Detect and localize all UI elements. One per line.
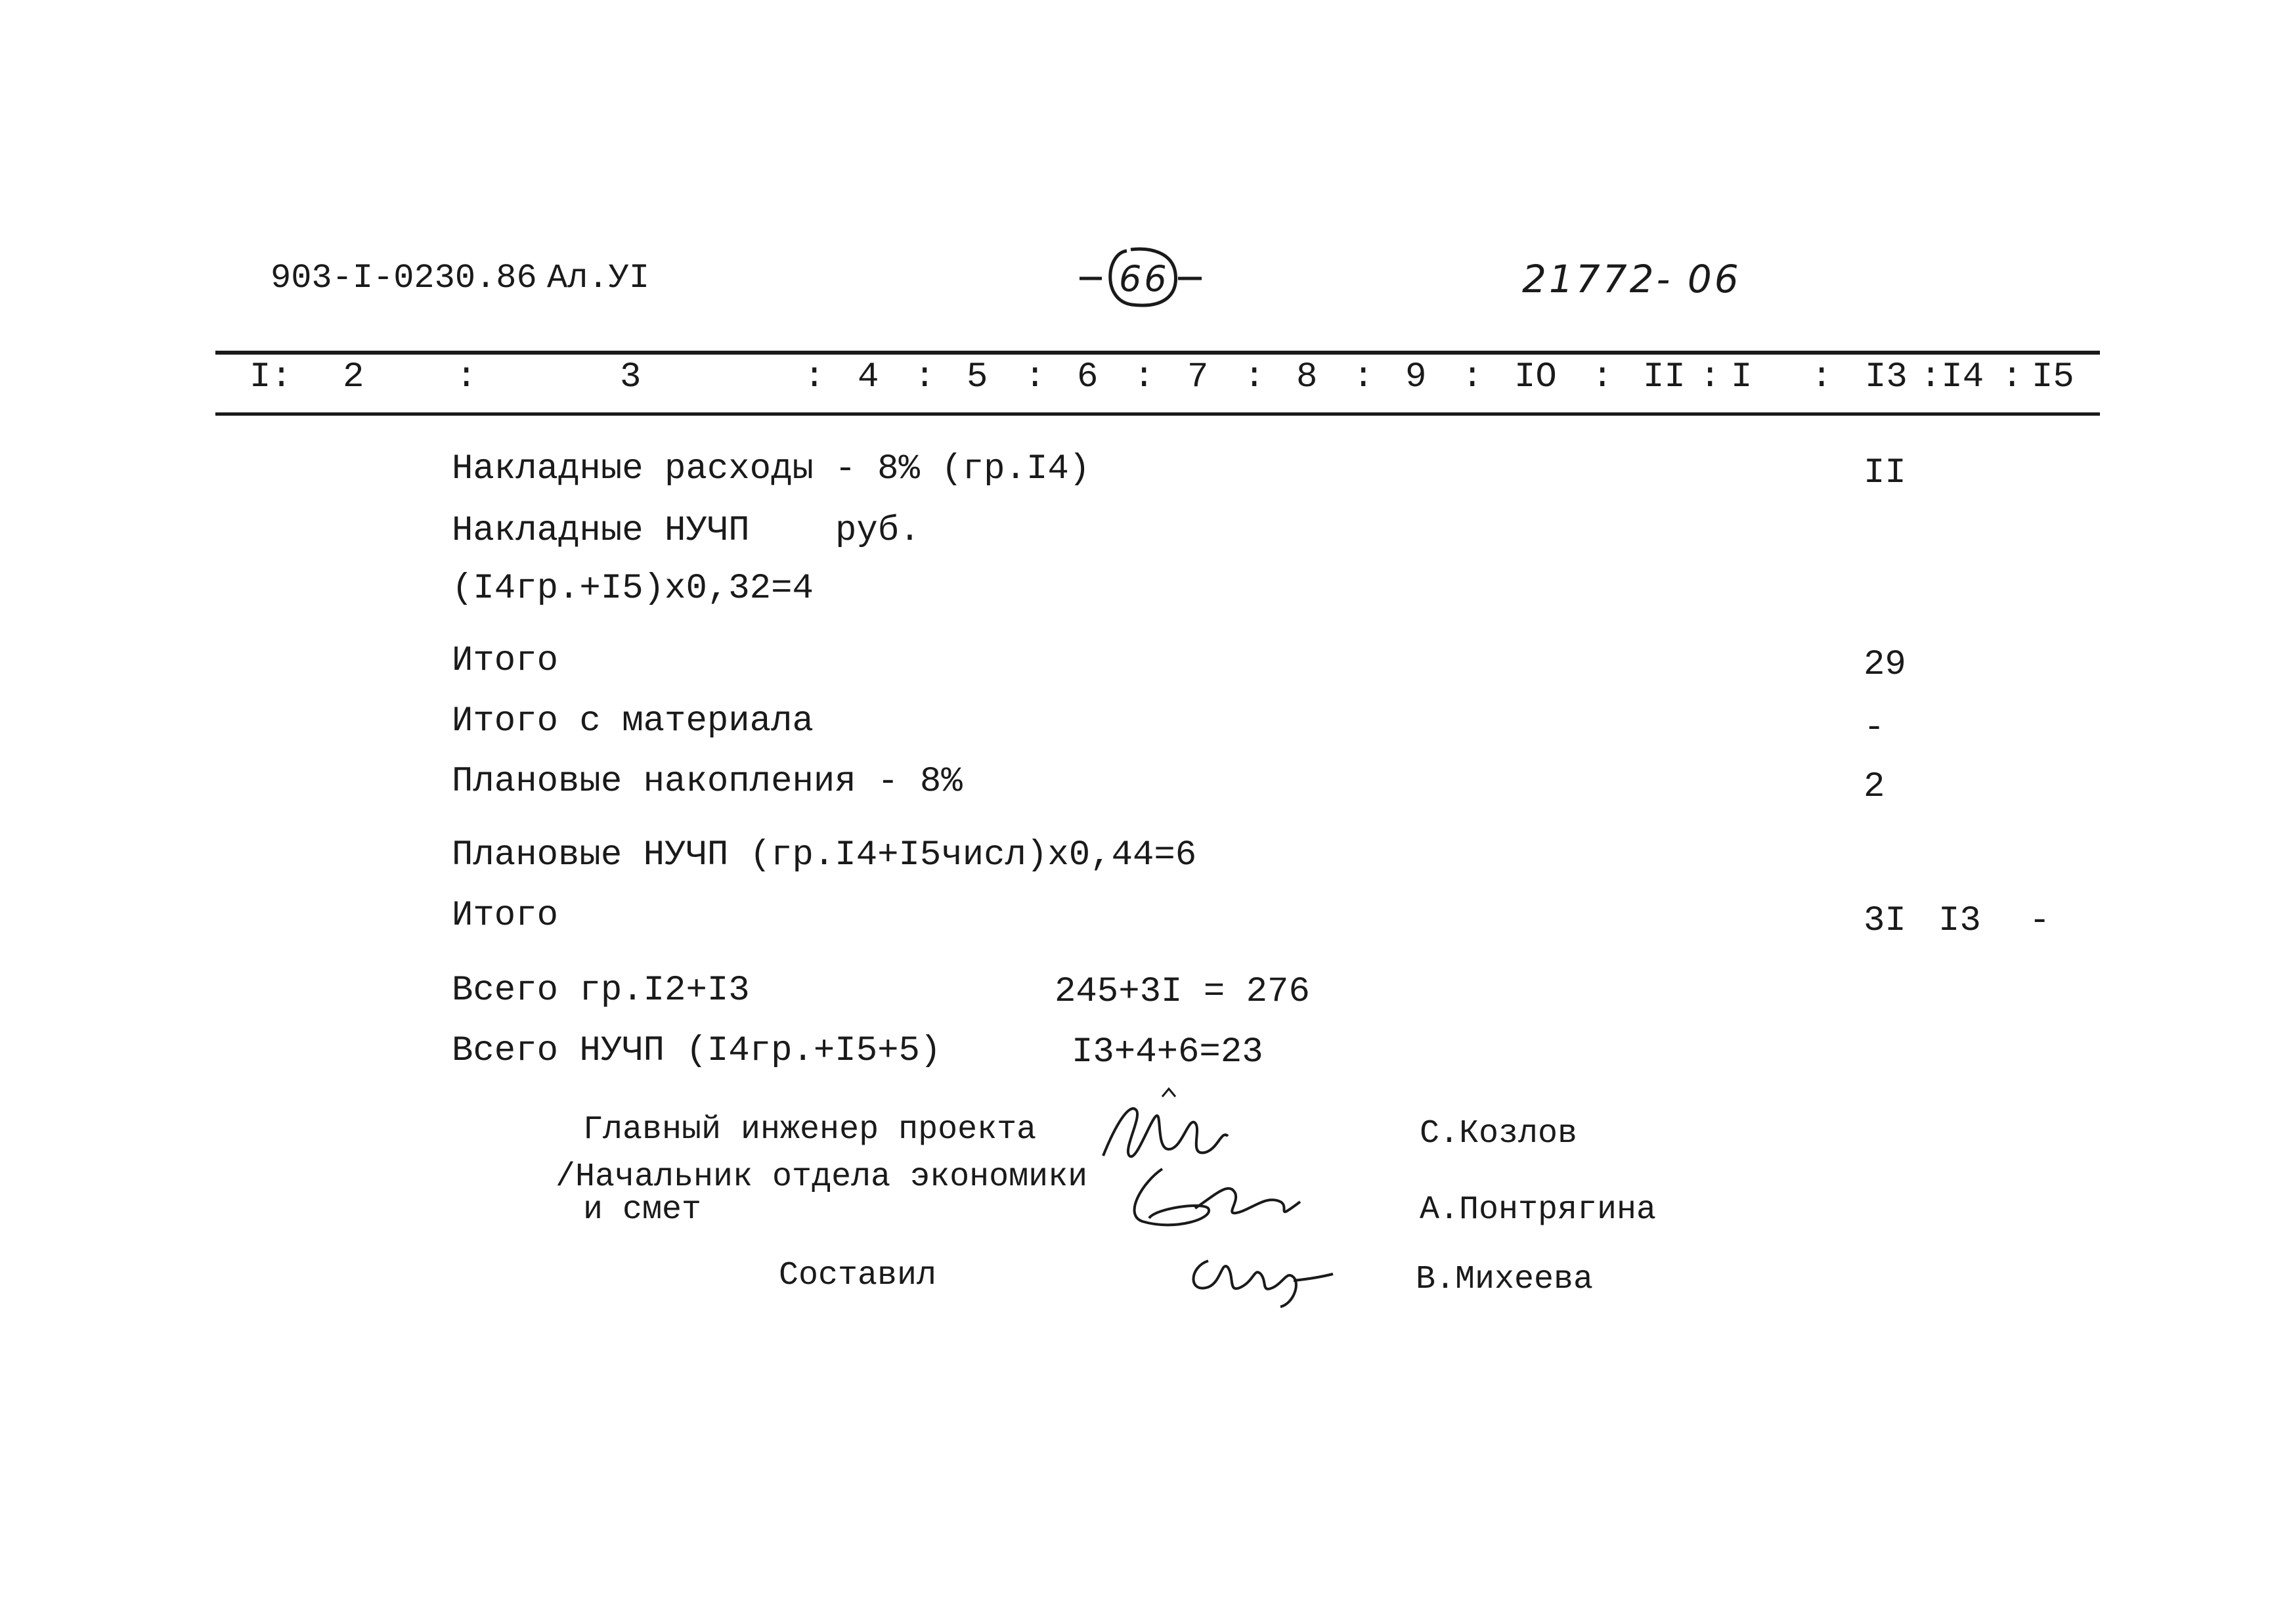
- column-separator: :: [1024, 357, 1046, 397]
- head-dept-name: А.Понтрягина: [1420, 1191, 1657, 1229]
- column-header: 7: [1187, 357, 1209, 397]
- total-label: Всего гр.I2+I3: [452, 971, 750, 1011]
- chief-engineer-title: Главный инженер проекта: [583, 1111, 1037, 1149]
- column-header: 6: [1077, 357, 1099, 397]
- compiled-by-name: В.Михеева: [1416, 1261, 1594, 1298]
- column-header: 8: [1296, 357, 1318, 397]
- row-value: II: [1864, 453, 1906, 493]
- column-separator: :: [1133, 357, 1155, 397]
- column-header: I:: [250, 357, 292, 397]
- row-value: 3I: [1864, 901, 1906, 941]
- total-value: 245+3I = 276: [1055, 972, 1310, 1012]
- row-value: -: [2029, 901, 2051, 941]
- column-separator: :: [1462, 357, 1483, 397]
- row-label: Итого: [452, 641, 559, 681]
- column-header: :I4: [1920, 357, 1984, 397]
- table-top-rule: [215, 351, 2100, 355]
- total-value: I3+4+6=23: [1072, 1032, 1263, 1072]
- row-label: Накладные расходы - 8% (гр.I4): [452, 449, 1091, 489]
- column-header: I: [1731, 357, 1753, 397]
- row-value: I3: [1938, 901, 1981, 941]
- compiled-by-title: Составил: [779, 1257, 937, 1294]
- total-label: Всего НУЧП (I4гр.+I5+5): [452, 1031, 942, 1071]
- row-unit: руб.: [835, 511, 921, 551]
- row-label: Накладные НУЧП: [452, 511, 750, 551]
- column-header: 5: [967, 357, 988, 397]
- column-header: 2: [343, 357, 364, 397]
- column-separator: :: [456, 357, 477, 397]
- signature-head-dept-icon: [1116, 1156, 1313, 1241]
- table-bottom-rule: [215, 412, 2100, 416]
- column-separator: :: [804, 357, 825, 397]
- row-label: Итого с материала: [452, 701, 814, 741]
- column-separator: :: [1699, 357, 1721, 397]
- row-label: (I4гр.+I5)х0,32=4: [452, 569, 814, 609]
- row-label: Плановые НУЧП (гр.I4+I5числ)х0,44=6: [452, 835, 1197, 875]
- column-separator: :: [1592, 357, 1613, 397]
- column-separator: :: [914, 357, 936, 397]
- column-separator: :: [2001, 357, 2023, 397]
- row-label: Плановые накопления - 8%: [452, 762, 963, 802]
- column-separator: :: [1353, 357, 1374, 397]
- head-dept-title-line1: /Начальник отдела экономики: [556, 1158, 1088, 1196]
- column-header: 9: [1405, 357, 1427, 397]
- signature-compiler-icon: [1182, 1241, 1340, 1313]
- column-header: I5: [2032, 357, 2074, 397]
- album-label: Ал.УI: [547, 259, 650, 297]
- archive-number: 21772- 06: [1522, 257, 1741, 301]
- column-separator: :: [1244, 357, 1265, 397]
- row-value: 2: [1864, 767, 1885, 807]
- row-value: -: [1864, 708, 1885, 748]
- column-header: I3: [1865, 357, 1908, 397]
- column-header: IO: [1514, 357, 1557, 397]
- row-label: Итого: [452, 896, 559, 936]
- page-number: 66: [1119, 258, 1169, 299]
- page-number-badge: [1080, 242, 1204, 314]
- document-code: 903-I-0230.86: [271, 259, 537, 297]
- row-value: 29: [1864, 645, 1906, 685]
- column-header: 4: [858, 357, 879, 397]
- column-separator: :: [1811, 357, 1833, 397]
- head-dept-title-line2: и смет: [583, 1191, 702, 1229]
- column-header: II: [1643, 357, 1686, 397]
- column-header: 3: [620, 357, 642, 397]
- chief-engineer-name: С.Козлов: [1420, 1115, 1578, 1152]
